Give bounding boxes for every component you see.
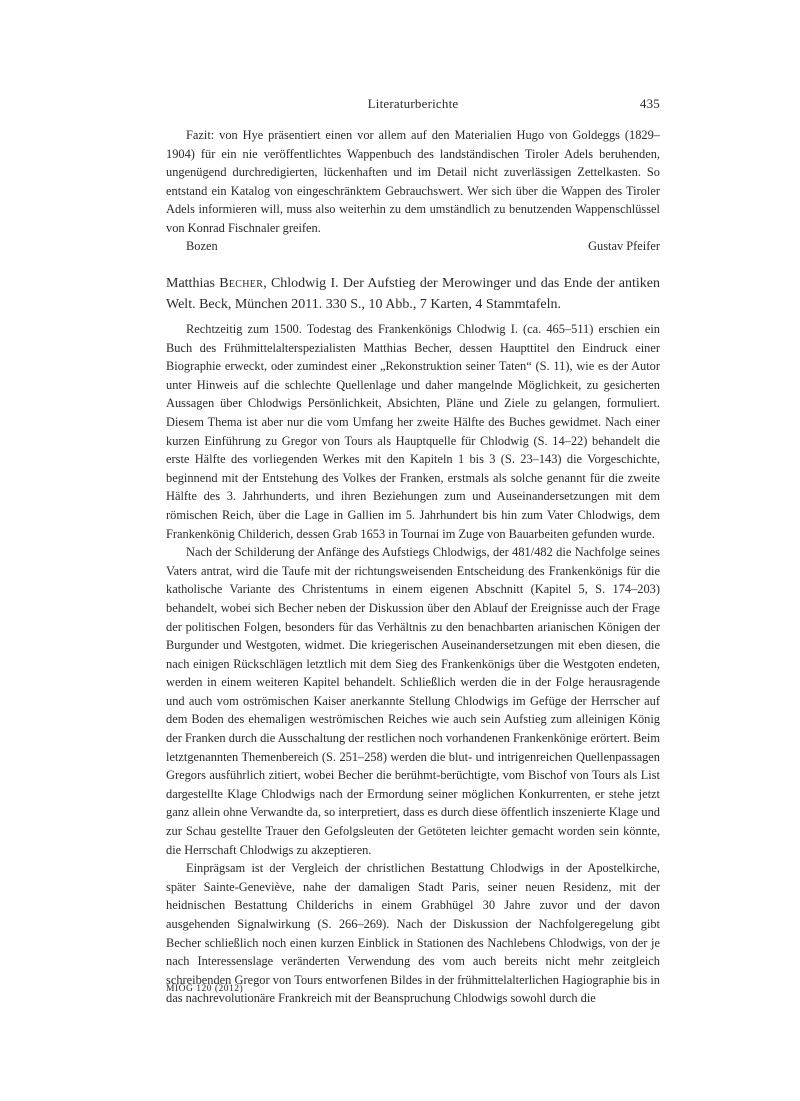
review-body: [166, 320, 660, 1008]
body-paragraph: Nach der Schilderung der Anfänge des Aufstiegs Chlodwigs, der 481/482 die Nachfolge seines Vaters antrat, wird die Taufe mit der richtungsweisenden Entscheidung des Frankenkönigs für die katholische Variante des Christentums in einem eigenen Abschnitt (Kapitel 5, S. 174–203) behandelt, wobei sich Becher neben der Diskussion über den Ablauf der Ereignisse auch der Frage der politischen Folgen, besonders für das Verhältnis zu den benachbarten arianischen Königen der Burgunder und Westgoten, widmet. Die kriegerischen Auseinandersetzungen mit eben diesen, die nach einigen Rückschlägen letztlich mit dem Sieg des Frankenkönigs über die Westgoten endeten, werden in einem weiteren Kapitel behandelt. Schließlich werden die in der Folge herausragende und auch vom oströmischen Kaiser anerkannte Stellung Chlodwigs im Gefüge der Herrscher auf dem Boden des ehemaligen weströmischen Reiches wie auch sein Aufstieg zum alleinigen König der Franken durch die Ausschaltung der restlichen noch vorhandenen Frankenkönige erörtert. Beim letztgenannten Themenbereich (S. 251–258) werden die blut- und intrigenreichen Quellenpassagen Gregors ausführlich zitiert, wobei Becher die berühmt-berüchtigte, vom Bischof von Tours als List dargestellte Klage Chlodwigs nach der Ermordung seiner möglichen Konkurrenten, er stehe jetzt ganz allein ohne Verwandte da, so interpretiert, dass es durch diese öffentlich inszenierte Klage und zur Schau gestellte Trauer den Gefolgsleuten der Getöteten leichter gemacht worden sein könnte, die Herrschaft Chlodwigs zu akzeptieren.: [166, 545, 660, 857]
conclusion-paragraph: Fazit: von Hye präsentiert einen vor allem auf den Materialien Hugo von Goldeggs (1829–1904) für ein nie veröffentlichtes Wappenbuch des landständischen Tiroler Adels beruhenden, ungenügend durchredigierten, lückenhaften und im Detail nicht zuverlässigen Zettelkasten. So entstand ein Katalog von eingeschränktem Gebrauchswert. Wer sich über die Wappen des Tiroler Adels informieren will, muss also weiterhin zu dem umständlich zu benutzenden Wappenschlüssel von Konrad Fischnaler greifen.: [166, 128, 660, 235]
body-paragraph: Rechtzeitig zum 1500. Todestag des Frankenkönigs Chlodwig I. (ca. 465–511) erschien ein Buch des Frühmittelalterspezialisten Matthias Becher, dessen Haupttitel den Eindruck einer Biographie erweckt, oder zumindest einer „Rekonstruktion seiner Taten“ (S. 11), wie es der Autor unter Hinweis auf die schlechte Quellenlage und daher mangelnde Möglichkeit, zu gesicherten Aussagen über Chlodwigs Persönlichkeit, Absichten, Pläne und Ziele zu gelangen, formuliert. Diesem Thema ist aber nur die vom Umfang her zweite Hälfte des Buches gewidmet. Nach einer kurzen Einführung zu Gregor von Tours als Hauptquelle für Chlodwig (S. 14–22) behandelt die erste Hälfte des vorliegenden Werkes mit den Kapiteln 1 bis 3 (S. 23–143) die Vorgeschichte, beginnend mit der Entstehung des Volkes der Franken, erstmals als solche genannt für die zweite Hälfte des 3. Jahrhunderts, und ihren Beziehungen zum und Auseinandersetzungen mit dem römischen Reich, über die Lage in Gallien im 5. Jahrhundert bis hin zum Vater Chlodwigs, dem Frankenkönig Childerich, dessen Grab 1653 in Tournai im Zuge von Bauarbeiten gefunden wurde.: [166, 322, 660, 541]
reviewer-name: Gustav Pfeifer: [588, 239, 660, 253]
page-number: 435: [639, 96, 660, 111]
book-author-first: Matthias: [166, 276, 220, 291]
document-page: [166, 0, 660, 1101]
book-title-details: , Chlodwig I. Der Aufstieg der Merowinger und das Ende der antiken Welt. Beck, München 2011. 330 S., 10 Abb., 7 Karten, 4 Stammtafeln.: [166, 276, 660, 312]
running-title: Literaturberichte: [367, 96, 459, 111]
book-citation: [166, 274, 660, 315]
running-header: [166, 96, 660, 114]
body-paragraph: Einprägsam ist der Vergleich der christlichen Bestattung Chlodwigs in der Apostelkirche, später Sainte-Geneviève, nahe der damaligen Stadt Paris, seiner neuen Residenz, mit der heidnischen Bestattung Childerichs in einem Grabhügel 30 Jahre zuvor und der davon ausgehenden Signalwirkung (S. 266–269). Nach der Diskussion der Nachfolgeregelung gibt Becher schließlich noch einen kurzen Einblick in Stationen des Nachlebens Chlodwigs, von der je nach Interessenslage veränderten Verwendung des vom auch bereits nicht mehr zeitgleich schreibenden Gregor von Tours entworfenen Bildes in der frühmittelalterlichen Hagiographie bis in das nachrevolutionäre Frankreich mit der Beanspruchung Chlodwigs sowohl durch die: [166, 861, 660, 1006]
journal-footer: MIÖG 120 (2012): [166, 984, 244, 994]
book-author-last: Becher: [219, 276, 264, 291]
reviewer-place: Bozen: [186, 239, 218, 253]
review-conclusion: [166, 126, 660, 238]
